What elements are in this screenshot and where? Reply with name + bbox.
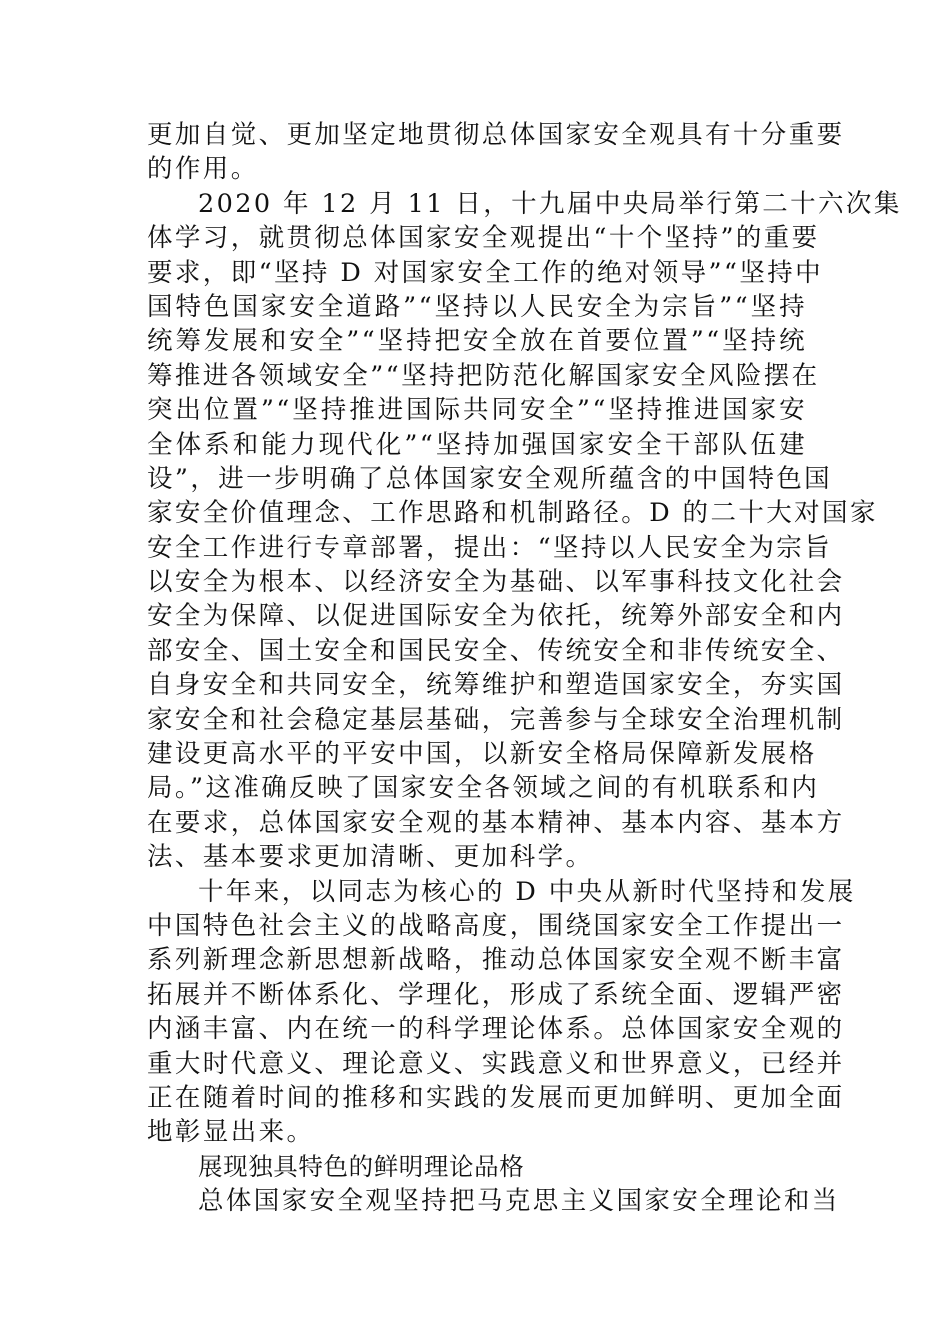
- text-line: 体学习，就贯彻总体国家安全观提出“十个坚持”的重要: [147, 223, 820, 254]
- text-line: 在要求，总体国家安全观的基本精神、基本内容、基本方: [147, 807, 845, 838]
- text-line: 系列新理念新思想新战略，推动总体国家安全观不断丰富: [147, 945, 845, 976]
- text-line: 中国特色社会主义的战略高度，围绕国家安全工作提出一: [147, 910, 845, 941]
- text-line: 部安全、国土安全和国民安全、传统安全和非传统安全、: [147, 635, 845, 666]
- text-line: 设”，进一步明确了总体国家安全观所蕴含的中国特色国: [147, 463, 833, 494]
- text-line: 重大时代意义、理论意义、实践意义和世界意义，已经并: [147, 1048, 845, 1079]
- text-line: 突出位置”“坚持推进国际共同安全”“坚持推进国家安: [147, 395, 807, 426]
- text-line: 家安全价值理念、工作思路和机制路径。D 的二十大对国家: [147, 498, 878, 529]
- text-line: 筹推进各领域安全”“坚持把防范化解国家安全风险摆在: [147, 360, 820, 391]
- text-line: 安全为保障、以促进国际安全为依托，统筹外部安全和内: [147, 601, 845, 632]
- text-line: 的作用。: [147, 154, 259, 185]
- text-line: 地彰显出来。: [147, 1117, 315, 1148]
- text-line: 统筹发展和安全”“坚持把安全放在首要位置”“坚持统: [147, 326, 807, 357]
- text-line: 法、基本要求更加清晰、更加科学。: [147, 842, 594, 873]
- text-line: 更加自觉、更加坚定地贯彻总体国家安全观具有十分重要: [147, 120, 845, 150]
- text-line: 建设更高水平的平安中国，以新安全格局保障新发展格: [147, 739, 817, 770]
- text-line: 正在随着时间的推移和实践的发展而更加鲜明、更加全面: [147, 1082, 845, 1113]
- body-text: [147, 118, 902, 1219]
- text-line: 全体系和能力现代化”“坚持加强国家安全干部队伍建: [147, 429, 807, 460]
- text-line: 以安全为根本、以经济安全为基础、以军事科技文化社会: [147, 567, 845, 598]
- text-line: 局。”这准确反映了国家安全各领域之间的有机联系和内: [147, 773, 820, 804]
- text-line: 自身安全和共同安全，统筹维护和塑造国家安全，夯实国: [147, 670, 845, 701]
- text-line: 要求，即“坚持 D 对国家安全工作的绝对领导”“坚持中: [147, 257, 824, 288]
- text-line: 家安全和社会稳定基层基础，完善参与全球安全治理机制: [147, 704, 845, 735]
- text-line: 内涵丰富、内在统一的科学理论体系。总体国家安全观的: [147, 1014, 845, 1045]
- section-heading: 展现独具特色的鲜明理论品格: [198, 1151, 525, 1181]
- paragraph-first-line: 十年来，以同志为核心的 D 中央从新时代坚持和发展: [198, 876, 856, 907]
- paragraph-first-line: 2020 年 12 月 11 日，十九届中央局举行第二十六次集: [198, 188, 902, 219]
- text-line: 安全工作进行专章部署，提出：“坚持以人民安全为宗旨: [147, 532, 833, 563]
- text-line: 国特色国家安全道路”“坚持以人民安全为宗旨”“坚持: [147, 291, 807, 322]
- paragraph-first-line: 总体国家安全观坚持把马克思主义国家安全理论和当: [198, 1186, 840, 1217]
- text-line: 拓展并不断体系化、学理化，形成了系统全面、逻辑严密: [147, 979, 845, 1010]
